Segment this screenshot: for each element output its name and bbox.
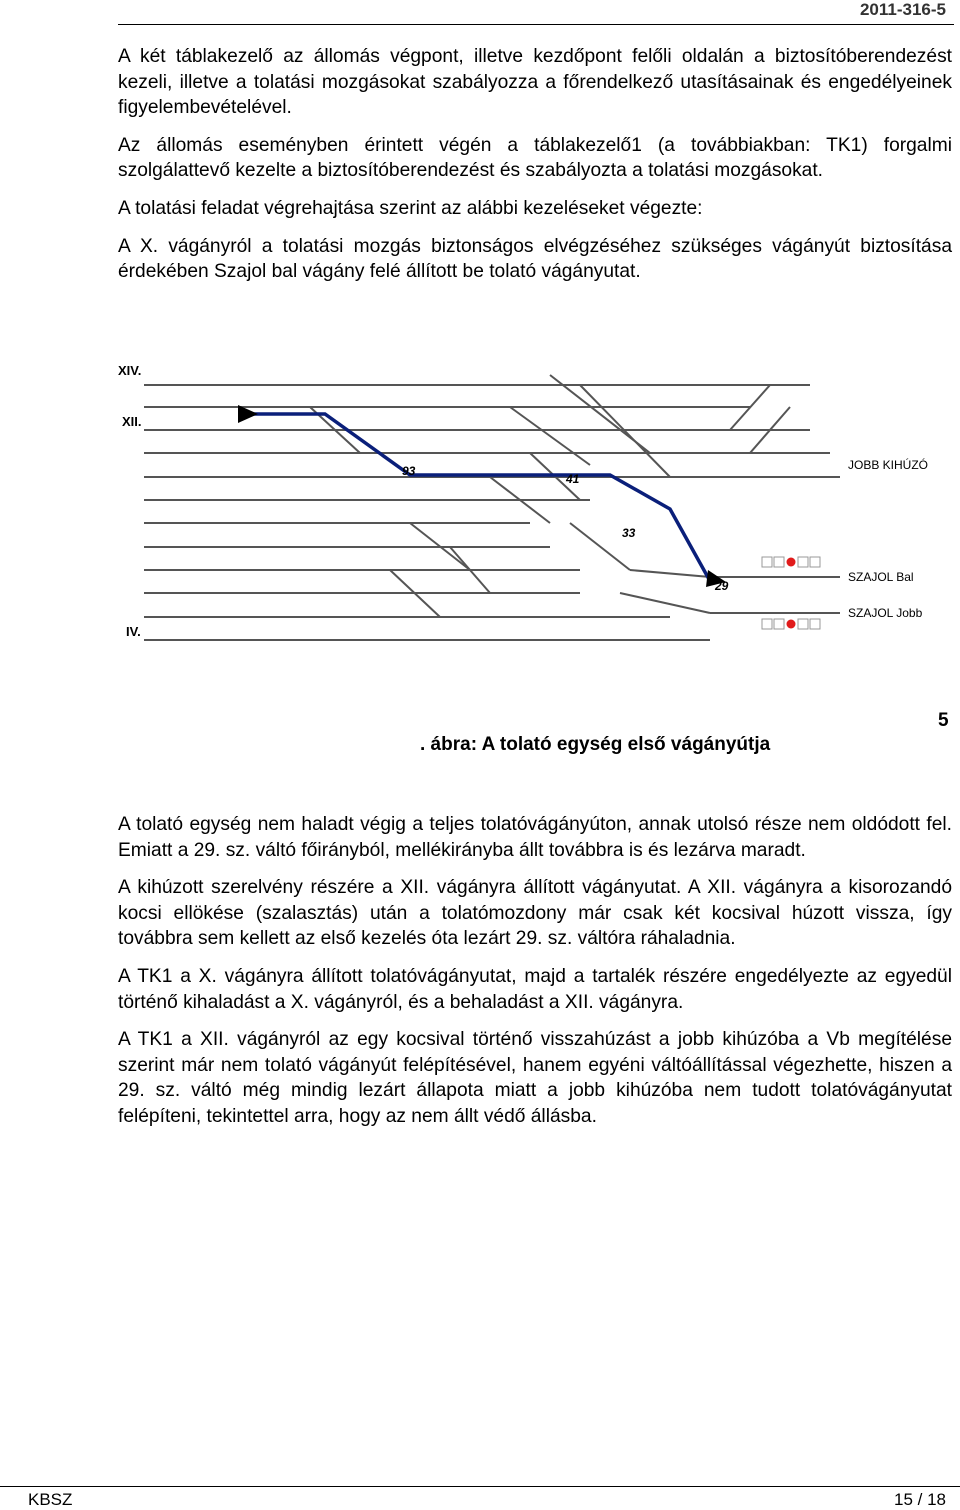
switch-label-93: 93 <box>402 464 416 478</box>
document-code: 2011-316-5 <box>859 0 946 19</box>
paragraph-2: Az állomás eseményben érintett végén a táblakezelő1 (a továbbiakban: TK1) forgalmi szolgálattevő kezelte a biztosítóberendezést és szabályozta a tolatási mozgásokat. <box>118 134 952 182</box>
track-label-xiv: XIV. <box>118 363 142 378</box>
track-diagram <box>110 355 950 735</box>
body-text <box>118 812 952 1130</box>
signal-szajol-bal-icon <box>762 557 820 567</box>
paragraph-8: A TK1 a XII. vágányról az egy kocsival történő visszahúzást a jobb kihúzóba a Vb megítélése szerint már nem tolató vágányút felépítésével, hanem egyéni váltóállítással végezhette, hiszen a 29. sz. váltó még mindig lezárt állapota miatt a jobb kihúzóba nem tudott tolatóvágányutat felépíteni, tekintettel arra, hogy az nem állt védő állásba. <box>118 1029 952 1127</box>
dest-label-szajol-bal: SZAJOL Bal <box>848 570 914 584</box>
paragraph-3: A tolatási feladat végrehajtása szerint az alábbi kezeléseket végezte: <box>118 197 703 219</box>
paragraph-4: A X. vágányról a tolatási mozgás biztonságos elvégzéséhez szükséges vágányút biztosítása érdekében Szajol bal vágány felé állított be tolató vágányutat. <box>118 235 952 283</box>
dest-label-jobb-kihuzo: JOBB KIHÚZÓ <box>848 458 929 472</box>
shunting-route <box>250 414 710 581</box>
header-rule <box>118 24 954 25</box>
figure-number: 5 <box>938 710 949 731</box>
switch-label-33: 33 <box>622 526 636 540</box>
switch-label-41: 41 <box>566 472 580 486</box>
footer-rule <box>0 1486 960 1487</box>
page-number: 15 / 18 <box>894 1490 946 1509</box>
paragraph-1: A két táblakezelő az állomás végpont, illetve kezdőpont felőli oldalán a biztosítóberendezést kezeli, illetve a tolatási mozgásokat szabályozza a főrendelkező utasításainak és engedélyeinek figyelembevételével. <box>118 46 952 119</box>
footer-publisher: KBSZ <box>28 1490 73 1509</box>
paragraph-6: A kihúzott szerelvény részére a XII. vágányra állított vágányutat. A XII. vágányra a kisorozandó kocsi ellökése (szalasztás) után a tolatómozdony már csak két kocsival húzott vissza, így továbbra sem kellett az első kezelés óta lezárt 29. sz. váltóra ráhaladnia. <box>118 877 952 950</box>
intro-text <box>118 44 952 285</box>
signal-szajol-jobb-icon <box>762 619 820 629</box>
figure-caption: . ábra: A tolató egység első vágányútja <box>420 734 771 755</box>
dest-label-szajol-jobb: SZAJOL Jobb <box>848 606 923 620</box>
track-label-iv: IV. <box>126 624 141 639</box>
paragraph-7: A TK1 a X. vágányra állított tolatóvágányutat, majd a tartalék részére engedélyezte az egyedül történő kihaladást a X. vágányról, és a behaladást a XII. vágányra. <box>118 965 952 1013</box>
switch-label-29: 29 <box>715 579 729 593</box>
track-label-xii: XII. <box>122 414 142 429</box>
paragraph-5: A tolató egység nem haladt végig a teljes tolatóvágányúton, annak utolsó része nem oldódott fel. Emiatt a 29. sz. váltó főirányból, mellékirányba állt továbbra is és lezárva maradt. <box>118 814 952 861</box>
